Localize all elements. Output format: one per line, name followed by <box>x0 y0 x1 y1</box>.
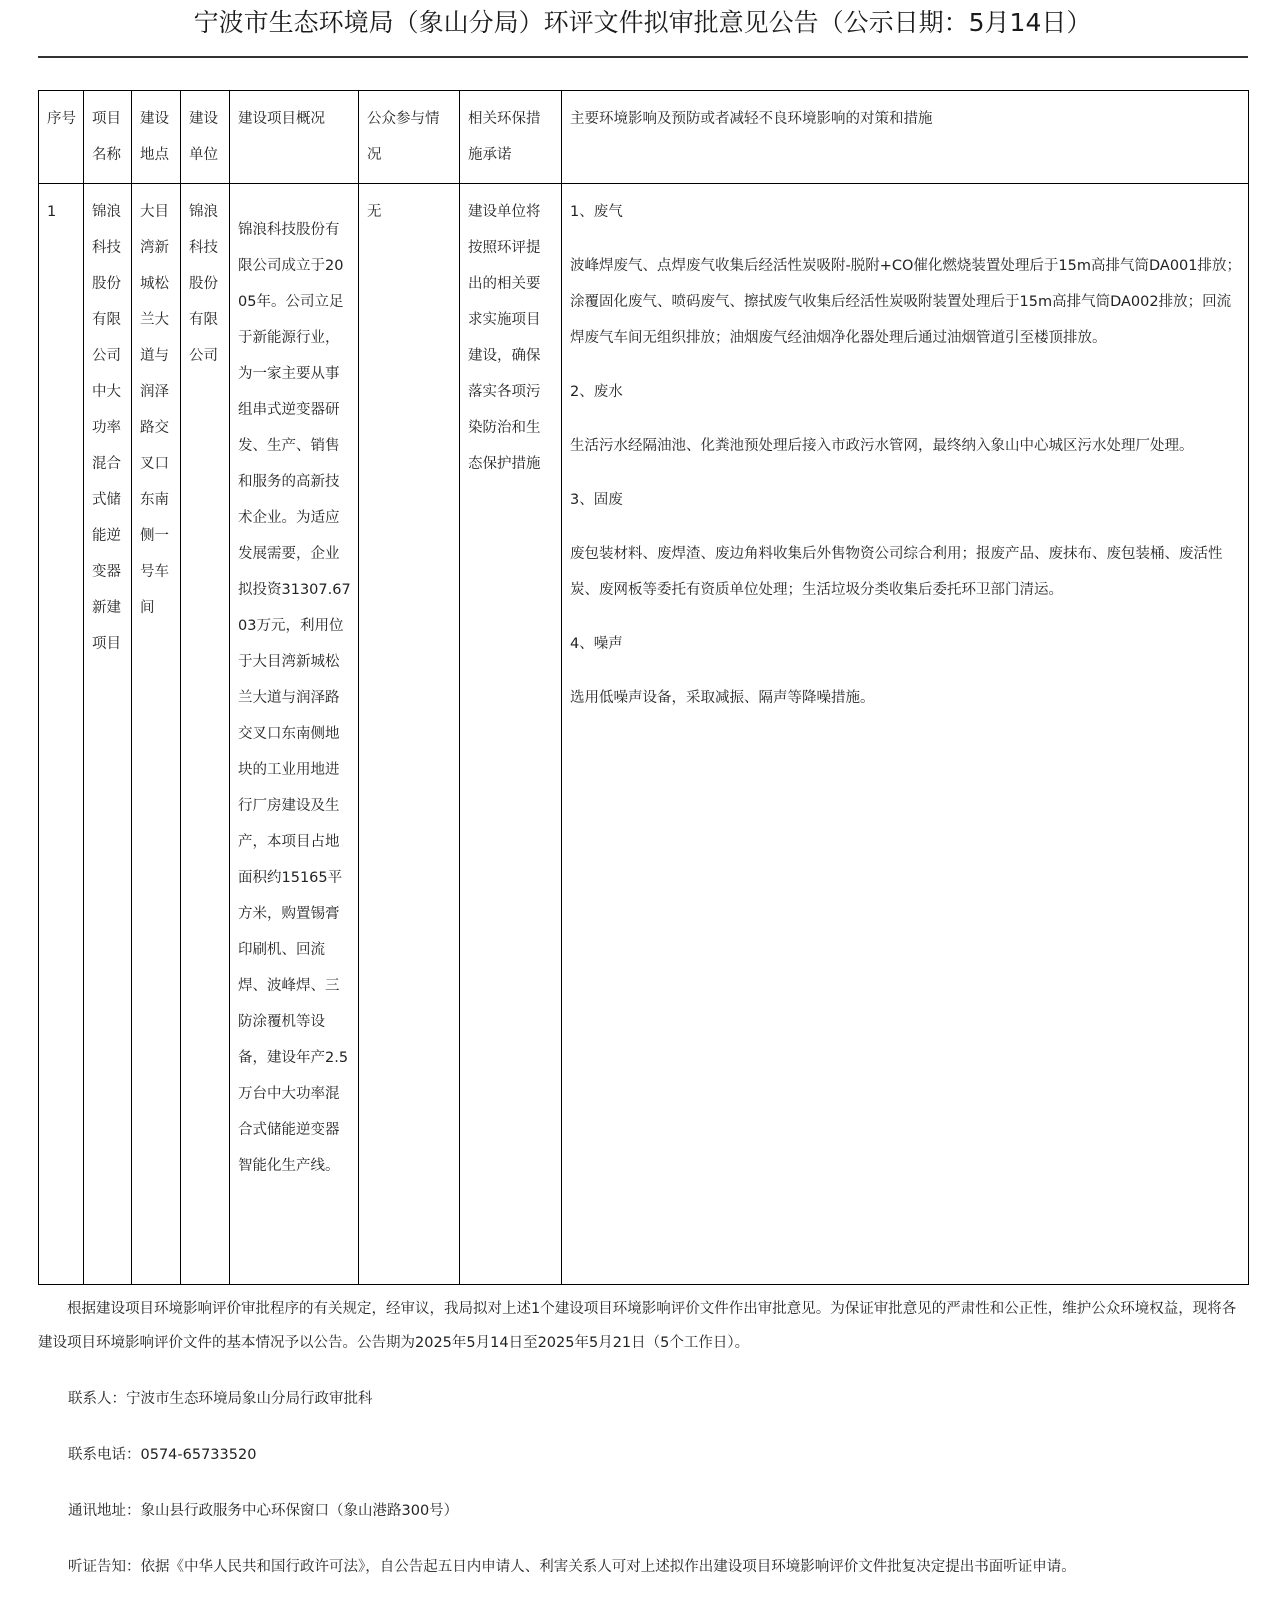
table-header-row <box>39 91 1249 184</box>
measure-heading-solid-waste: 3、固废 <box>570 492 623 508</box>
measure-heading-wastewater: 2、废水 <box>570 384 623 400</box>
cell-project-name: 锦浪科技股份有限公司中大功率混合式储能逆变器新建项目 <box>84 184 132 1285</box>
cell-commitment: 建设单位将按照环评提出的相关要求实施项目建设，确保落实各项污染防治和生态保护措施 <box>460 184 562 1285</box>
header-measures: 主要环境影响及预防或者减轻不良环境影响的对策和措施 <box>562 91 1249 184</box>
cell-measures <box>562 184 1249 1285</box>
header-unit: 建设单位 <box>181 91 230 184</box>
measure-text-wastewater: 生活污水经隔油池、化粪池预处理后接入市政污水管网，最终纳入象山中心城区污水处理厂处理。 <box>570 438 1194 454</box>
header-location: 建设地点 <box>132 91 181 184</box>
measure-heading-noise: 4、噪声 <box>570 636 623 652</box>
measure-text-exhaust: 波峰焊废气、点焊废气收集后经活性炭吸附-脱附+CO催化燃烧装置处理后于15m高排气筒DA001排放；涂覆固化废气、喷码废气、擦拭废气收集后经活性炭吸附装置处理后于15m高排气筒DA002排放；回流焊废气车间无组织排放；油烟废气经油烟净化器处理后通过油烟管道引至楼顶排放。 <box>570 258 1241 346</box>
overview-text: 锦浪科技股份有限公司成立于2005年。公司立足于新能源行业，为一家主要从事组串式逆变器研发、生产、销售和服务的高新技术企业。为适应发展需要，企业拟投资31307.6703万元，利用位于大目湾新城松兰大道与润泽路交叉口东南侧地块的工业用地进行厂房建设及生产，本项目占地面积约15165平方米，购置锡膏印刷机、回流焊、波峰焊、三防涂覆机等设备，建设年产2.5万台中大功率混合式储能逆变器智能化生产线。 <box>238 222 351 1174</box>
header-overview: 建设项目概况 <box>230 91 359 184</box>
table-row <box>39 184 1249 1285</box>
header-commitment: 相关环保措施承诺 <box>460 91 562 184</box>
header-public-participation: 公众参与情况 <box>359 91 460 184</box>
header-seq: 序号 <box>39 91 84 184</box>
measure-text-solid-waste: 废包装材料、废焊渣、废边角料收集后外售物资公司综合利用；报废产品、废抹布、废包装桶、废活性炭、废网板等委托有资质单位处理；生活垃圾分类收集后委托环卫部门清运。 <box>570 546 1223 598</box>
approval-table <box>38 90 1249 1285</box>
cell-seq: 1 <box>39 184 84 1285</box>
page-title: 宁波市生态环境局（象山分局）环评文件拟审批意见公告（公示日期：5月14日） <box>193 8 1092 37</box>
cell-location: 大目湾新城松兰大道与润泽路交叉口东南侧一号车间 <box>132 184 181 1285</box>
hearing-notice: 听证告知：依据《中华人民共和国行政许可法》，自公告起五日内申请人、利害关系人可对上述拟作出建设项目环境影响评价文件批复决定提出书面听证申请。 <box>68 1559 1076 1575</box>
cell-overview <box>230 184 359 1285</box>
contact-phone: 联系电话：0574-65733520 <box>68 1447 257 1463</box>
title-divider <box>38 56 1248 58</box>
cell-public-participation: 无 <box>359 184 460 1285</box>
measure-text-noise: 选用低噪声设备，采取减振、隔声等降噪措施。 <box>570 690 875 706</box>
measures-list <box>570 194 1241 716</box>
notice-paragraph: 根据建设项目环境影响评价审批程序的有关规定，经审议，我局拟对上述1个建设项目环境影响评价文件作出审批意见。为保证审批意见的严肃性和公正性，维护公众环境权益，现将各建设项目环境影响评价文件的基本情况予以公告。公告期为2025年5月14日至2025年5月21日（5个工作日）。 <box>38 1301 1237 1351</box>
contact-address: 通讯地址：象山县行政服务中心环保窗口（象山港路300号） <box>68 1503 459 1519</box>
measure-heading-exhaust: 1、废气 <box>570 204 623 220</box>
notice-section <box>38 1292 1250 1584</box>
cell-unit: 锦浪科技股份有限公司 <box>181 184 230 1285</box>
contact-person: 联系人：宁波市生态环境局象山分局行政审批科 <box>68 1391 373 1407</box>
header-project-name: 项目名称 <box>84 91 132 184</box>
